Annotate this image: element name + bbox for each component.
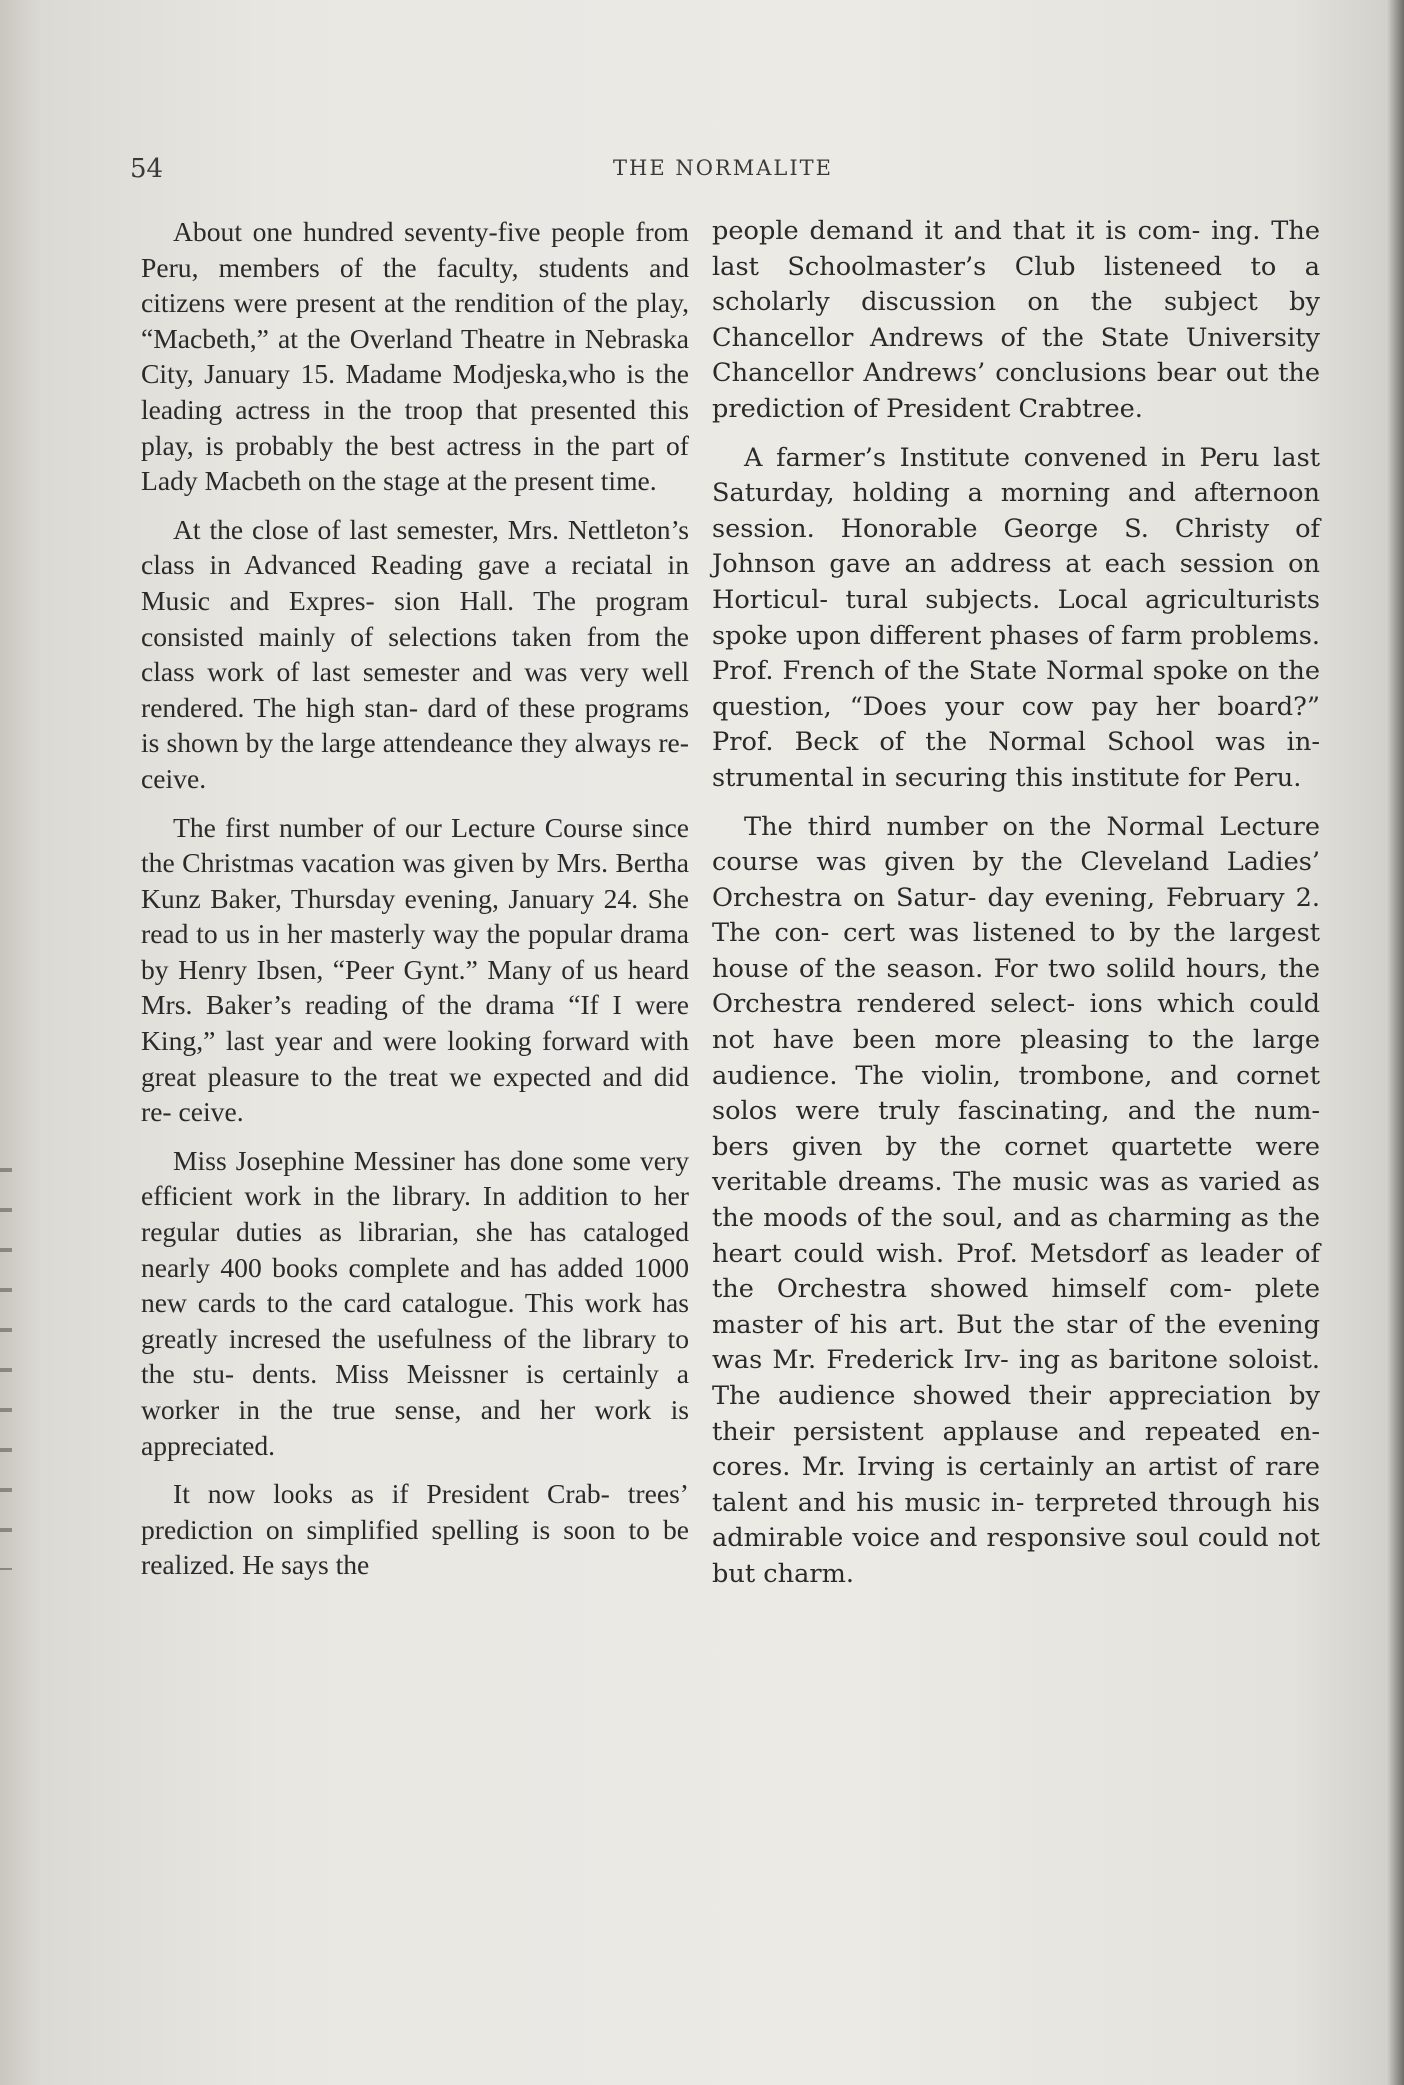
paragraph-recital: At the close of last semester, Mrs. Nettleton’s class in Advanced Reading gave a reciatal in Music and Expres- sion Hall. The program consisted mainly of selections taken from the class work of last semester and was very well rendered. The high stan- dard of these programs is shown by the large attendeance they always re- ceive. (141, 513, 689, 794)
paragraph-simplified-spelling: It now looks as if President Crab- trees’ prediction on simplified spelling is soon to be realized. He says the (141, 1478, 689, 1581)
paragraph-library: Miss Josephine Messiner has done some very efficient work in the library. In addition to her regular duties as librarian, she has cataloged nearly 400 books complete and has added 1000 new cards to the card catalogue. This work has greatly incresed the usefulness of the library to the stu- dents. Miss Meissner is certainly a worker in the true sense, and her work is appreciated. (141, 1144, 689, 1461)
left-column (141, 214, 689, 1596)
paragraph-schoolmasters-club: people demand it and that it is com- ing. The last Schoolmaster’s Club listeneed to a scholarly discussion on the subject by Chancellor Andrews of the State University Chancellor Andrews’ conclusions bear out the prediction of President Crabtree. (712, 216, 1320, 424)
page-number: 54 (130, 154, 164, 184)
margin-marks (0, 1150, 12, 1570)
page-header (128, 150, 1318, 190)
paragraph-lecture-course: The first number of our Lecture Course since the Christmas vacation was given by Mrs. Bertha Kunz Baker, Thursday evening, January 24. She read to us in her masterly way the popular drama by Henry Ibsen, “Peer Gynt.” Many of us heard Mrs. Baker’s reading of the drama “If I were King,” last year and were looking forward with great pleasure to the treat we expected and did re- ceive. (141, 811, 689, 1128)
right-column (712, 214, 1320, 1606)
paragraph-orchestra: The third number on the Normal Lecture course was given by the Cleveland Ladies’ Orchestra on Satur- day evening, February 2. The con- cert was listened to by the largest house of the season. For two solild hours, the Orchestra rendered select- ions which could not have been more pleasing to the large audience. The violin, trombone, and cornet solos were truly fascinating, and the num- bers given by the cornet quartette were veritable dreams. The music was as varied as the moods of the soul, and as charming as the heart could wish. Prof. Metsdorf as leader of the Orchestra showed himself com- plete master of his art. But the star of the evening was Mr. Frederick Irv- ing as baritone soloist. The audience showed their appreciation by their persistent applause and repeated en- cores. Mr. Irving is certainly an artist of rare talent and his music in- terpreted through his admirable voice and responsive soul could not but charm. (712, 811, 1320, 1589)
paragraph-macbeth: About one hundred seventy-five people from Peru, members of the faculty, students and citizens were present at the rendition of the play, “Macbeth,” at the Overland Theatre in Nebraska City, January 15. Madame Modjeska,who is the leading actress in the troop that presented this play, is probably the best actress in the part of Lady Macbeth on the stage at the present time. (141, 216, 689, 497)
running-title: THE NORMALITE (613, 156, 833, 180)
paragraph-farmers-institute: A farmer’s Institute convened in Peru last Saturday, holding a morning and afternoon session. Honorable George S. Christy of Johnson gave an address at each session on Horticul- tural subjects. Local agriculturists spoke upon different phases of farm problems. Prof. French of the State Normal spoke on the question, “Does your cow pay her board?” Prof. Beck of the Normal School was in- strumental in securing this institute for Peru. (712, 442, 1320, 793)
book-spine-shadow (1386, 0, 1404, 2085)
